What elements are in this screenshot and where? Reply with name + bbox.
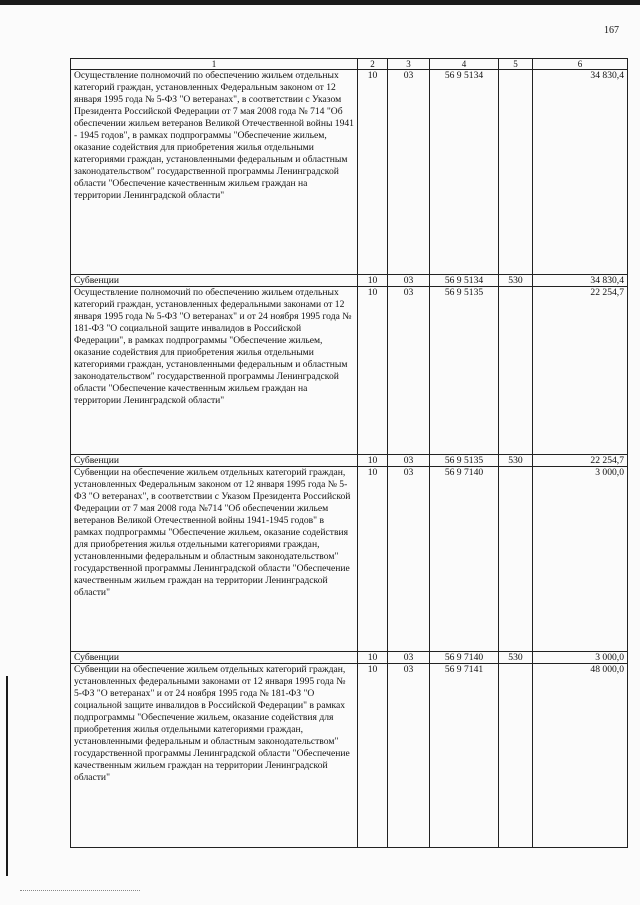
row-target-code: 56 9 5135: [430, 455, 499, 467]
table-row: [71, 275, 628, 287]
row-podrazdel: 03: [388, 467, 430, 652]
row-podrazdel: 03: [388, 455, 430, 467]
scan-bottom-mark: [20, 890, 140, 892]
row-target-code: 56 9 7140: [430, 652, 499, 664]
row-target-code: 56 9 7141: [430, 664, 499, 848]
header-col-4: 4: [430, 59, 499, 70]
row-amount: 22 254,7: [533, 287, 628, 455]
row-target-code: 56 9 5135: [430, 287, 499, 455]
row-description: Субвенции: [71, 652, 358, 664]
header-col-1: 1: [71, 59, 358, 70]
row-expense-type: [499, 664, 533, 848]
budget-table: [70, 58, 628, 848]
table-header-row: [71, 59, 628, 70]
row-amount: 22 254,7: [533, 455, 628, 467]
row-razdel: 10: [358, 664, 388, 848]
row-razdel: 10: [358, 652, 388, 664]
row-amount: 3 000,0: [533, 652, 628, 664]
header-col-3: 3: [388, 59, 430, 70]
row-razdel: 10: [358, 287, 388, 455]
row-amount: 48 000,0: [533, 664, 628, 848]
row-razdel: 10: [358, 455, 388, 467]
row-target-code: 56 9 5134: [430, 70, 499, 275]
row-amount: 34 830,4: [533, 70, 628, 275]
header-col-6: 6: [533, 59, 628, 70]
row-description: Субвенции на обеспечение жильем отдельных категорий граждан, установленных Федеральным законом от 12 января 1995 года № 5-ФЗ "О ветеранах", в соответствии с Указом Президента Российской Федерации от 7 мая 2008 года №714 "Об обеспечении жильем ветеранов Великой Отечественной войны 1941-1945 годов" в рамках подпрограммы "Обеспечение жильем, оказание содействия для приобретения жилья отдельными категориями граждан, установленными федеральным и областным законодательством" государственной программы Ленинградской области "Обеспечение качественным жильем граждан на территории Ленинградской области": [71, 467, 358, 652]
row-razdel: 10: [358, 70, 388, 275]
page-number: 167: [604, 25, 619, 36]
row-podrazdel: 03: [388, 664, 430, 848]
row-description: Осуществление полномочий по обеспечению жильем отдельных категорий граждан, установленных федеральными законами от 12 января 1995 года № 5-ФЗ "О ветеранах" и от 24 ноября 1995 года № 181-ФЗ "О социальной защите инвалидов в Российской Федерации", в рамках подпрограммы "Обеспечение жильем, оказание содействия для приобретения жилья отдельными категориями граждан, установленными федеральным и областным законодательством" государственной программы Ленинградской области "Обеспечение качественным жильем граждан на территории Ленинградской области": [71, 287, 358, 455]
row-description: Осуществление полномочий по обеспечению жильем отдельных категорий граждан, установленных Федеральным законом от 12 января 1995 года № 5-ФЗ "О ветеранах", в соответствии с Указом Президента Российской Федерации от 7 мая 2008 года № 714 "Об обеспечении жильем ветеранов Великой Отечественной войны 1941 - 1945 годов", в рамках подпрограммы "Обеспечение жильем, оказание содействия для приобретения жилья отдельными категориями граждан, установленными федеральным и областным законодательством" государственной программы Ленинградской области "Обеспечение качественным жильем граждан на территории Ленинградской области": [71, 70, 358, 275]
row-razdel: 10: [358, 275, 388, 287]
row-target-code: 56 9 5134: [430, 275, 499, 287]
table-row: [71, 70, 628, 275]
row-amount: 3 000,0: [533, 467, 628, 652]
row-podrazdel: 03: [388, 70, 430, 275]
table-row: [71, 287, 628, 455]
table-row: [71, 664, 628, 848]
row-amount: 34 830,4: [533, 275, 628, 287]
row-podrazdel: 03: [388, 652, 430, 664]
row-expense-type: [499, 467, 533, 652]
row-expense-type: 530: [499, 275, 533, 287]
row-podrazdel: 03: [388, 275, 430, 287]
row-target-code: 56 9 7140: [430, 467, 499, 652]
header-col-2: 2: [358, 59, 388, 70]
row-razdel: 10: [358, 467, 388, 652]
table-row: [71, 652, 628, 664]
table-row: [71, 455, 628, 467]
scan-top-border: [0, 0, 640, 5]
row-expense-type: 530: [499, 652, 533, 664]
row-expense-type: [499, 287, 533, 455]
row-description: Субвенции: [71, 455, 358, 467]
row-expense-type: [499, 70, 533, 275]
row-description: Субвенции: [71, 275, 358, 287]
table-row: [71, 467, 628, 652]
row-podrazdel: 03: [388, 287, 430, 455]
header-col-5: 5: [499, 59, 533, 70]
row-description: Субвенции на обеспечение жильем отдельных категорий граждан, установленных федеральными законами от 12 января 1995 года № 5-ФЗ "О ветеранах" и от 24 ноября 1995 года № 181-ФЗ "О социальной защите инвалидов в Российской Федерации" в рамках подпрограммы "Обеспечение жильем, оказание содействия для приобретения жилья отдельными категориями граждан, установленными федеральным и областным законодательством" государственной программы Ленинградской области "Обеспечение качественным жильем граждан на территории Ленинградской области": [71, 664, 358, 848]
scan-left-mark: [6, 676, 8, 876]
row-expense-type: 530: [499, 455, 533, 467]
